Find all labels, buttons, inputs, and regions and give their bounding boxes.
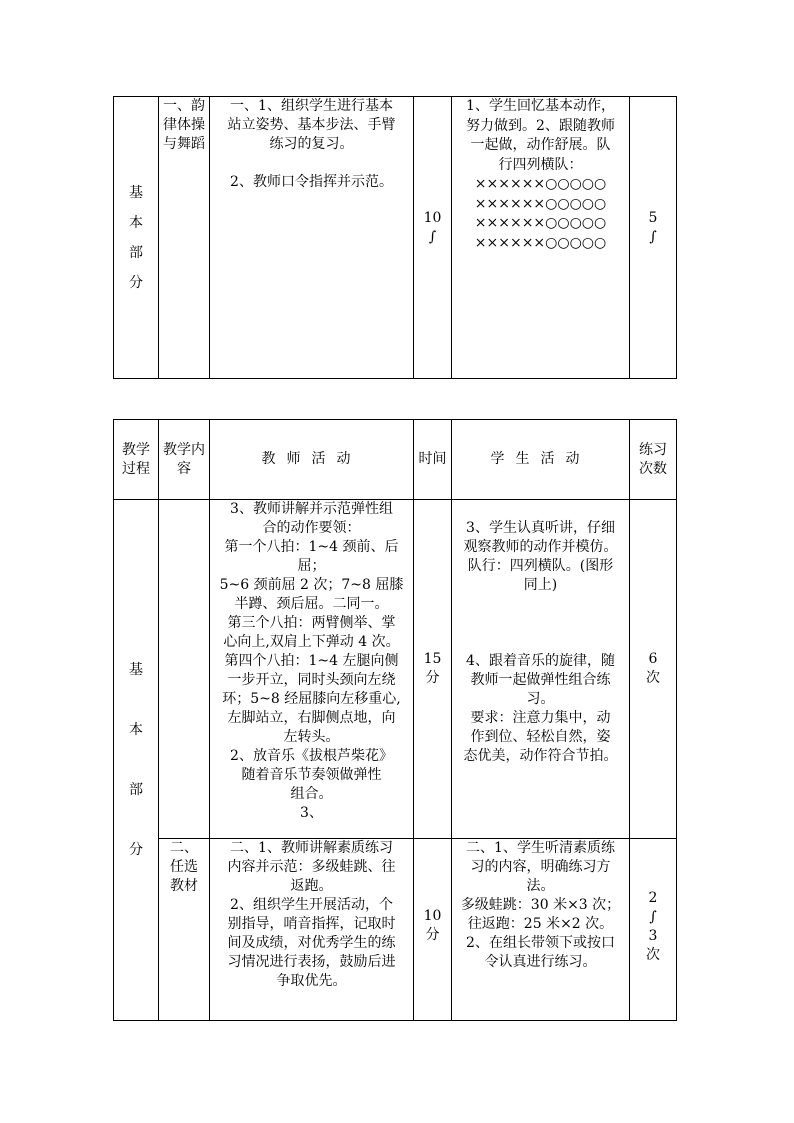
cell-text: 时间 (418, 451, 447, 467)
teacher-activity-cell (210, 500, 414, 839)
cell-line (456, 633, 625, 652)
lesson-table-2 (113, 419, 677, 1021)
cell-line: 分 (425, 927, 440, 943)
cell-line: 3、学生认真听讲，仔细 (466, 520, 615, 536)
cell-line: 内容并示范：多级蛙跳、往 (227, 859, 396, 875)
cell-line: 队行：四列横队。(图形 (467, 558, 614, 574)
cell-line: 2、教师口令指挥并示范。 (230, 174, 393, 190)
cell-line: ××××××○○○○○ (474, 215, 607, 231)
cell-line: 站立姿势、基本步法、手臂 (227, 117, 396, 133)
cell-line: ∫ (428, 229, 437, 245)
count-cell (630, 500, 677, 839)
process-cell (114, 500, 159, 1021)
header-teacher (210, 420, 414, 500)
cell-line: ××××××○○○○○ (474, 234, 607, 251)
cell-line: 10 (423, 210, 442, 226)
content-cell (159, 500, 210, 839)
cell-line: 组合。 (290, 786, 333, 802)
cell-line: 态优美，动作符合节拍。 (463, 748, 618, 764)
cell-line: 左脚站立，右脚侧点地，向 (227, 710, 396, 726)
cell-line: 2 (648, 890, 658, 906)
cell-line: 教材 (170, 878, 198, 894)
cell-line: 多级蛙跳：30 米×3 次； (460, 897, 621, 913)
cell-line: 习的内容，明确练习方 (470, 859, 611, 875)
cell-line: 行四列横队： (498, 156, 583, 173)
cell-line: 次 (646, 670, 660, 686)
cell-line: 分 (425, 670, 440, 686)
cell-text: 基 本 部 分 (129, 184, 143, 291)
cell-text: 教学过程 (122, 441, 150, 477)
cell-line: 左转头。 (283, 729, 340, 745)
cell-line (456, 500, 625, 519)
cell-line: ∫ (649, 909, 657, 925)
cell-line: 2、组织学生开展活动，个 (230, 897, 393, 913)
cell-line: ∫ (649, 229, 657, 245)
cell-line: 第四个八拍：1~4 左腿向侧 (224, 653, 399, 669)
cell-line: 一起做，动作舒展。队 (470, 137, 611, 153)
cell-text: 学生活动 (490, 451, 591, 467)
content-cell (159, 97, 210, 379)
cell-line: 教师一起做弹性组合练 (470, 672, 611, 688)
count-cell (630, 97, 677, 379)
student-activity-cell (452, 97, 630, 379)
cell-line: 3 (648, 928, 658, 944)
cell-line (456, 614, 625, 633)
cell-line: 二、1、教师讲解素质练习 (230, 840, 393, 856)
header-count (630, 420, 677, 500)
cell-line: 3、教师讲解并示范弹性组 (230, 501, 393, 517)
teacher-activity-cell (210, 97, 414, 379)
cell-line: 要求：注意力集中，动 (470, 710, 611, 726)
cell-line: 习情况进行表扬，鼓励后进 (227, 954, 396, 970)
cell-line: 二、1、学生听清素质练 (466, 840, 615, 856)
cell-line: 法。 (526, 878, 555, 894)
cell-line: 5 (648, 210, 658, 226)
header-time (414, 420, 452, 500)
cell-line: 4、跟着音乐的旋律，随 (466, 653, 615, 669)
cell-line: 返跑。 (290, 878, 333, 894)
cell-line: 6 (648, 651, 658, 667)
cell-text: 一、韵律体操与舞蹈 (163, 98, 205, 152)
cell-line: 习。 (526, 691, 555, 707)
cell-line: 别指导，哨音指挥，记取时 (227, 916, 396, 932)
cell-line: 第一个八拍：1~4 颈前、后 (224, 539, 399, 555)
teacher-activity-cell (210, 839, 414, 1021)
student-activity-cell (452, 839, 630, 1021)
student-activity-cell (452, 500, 630, 839)
cell-line: 随着音乐节奏领做弹性 (241, 767, 382, 783)
cell-text: 基 本 部 分 (129, 662, 143, 858)
cell-line: 合的动作要领： (262, 520, 361, 536)
time-cell (414, 839, 452, 1021)
cell-line: 一步开立，同时头颈向左绕 (227, 672, 396, 688)
cell-line: 次 (646, 947, 660, 963)
process-cell (114, 97, 159, 379)
cell-line: 2、在组长带领下或按口 (466, 935, 615, 951)
cell-line: 二、 (170, 840, 198, 856)
cell-line: 1、学生回忆基本动作， (466, 98, 615, 114)
header-process (114, 420, 159, 500)
cell-line: 2、放音乐《拔根芦柴花》 (230, 748, 393, 764)
cell-line: 练习的复习。 (269, 136, 354, 152)
cell-line: 一、1、组织学生进行基本 (230, 98, 393, 114)
cell-text: 教学内容 (163, 441, 205, 477)
count-cell (630, 839, 677, 1021)
cell-line: 往返跑：25 米×2 次。 (467, 916, 614, 932)
cell-text: 教师活动 (261, 451, 362, 467)
cell-line: 半蹲、颈后屈。二同一。 (234, 596, 389, 612)
cell-line: 令认真进行练习。 (484, 954, 597, 970)
cell-line: 任选 (170, 859, 198, 875)
time-cell (414, 500, 452, 839)
time-cell (414, 97, 452, 379)
cell-text: 练习次数 (639, 441, 667, 477)
content-cell (159, 839, 210, 1021)
cell-line: 15 (423, 651, 442, 667)
cell-line (214, 154, 409, 173)
cell-line: 观察教师的动作并模仿。 (463, 539, 618, 555)
cell-line: 屈； (297, 558, 326, 574)
cell-line: 努力做到。2、跟随教师 (466, 117, 615, 134)
lesson-table-1 (113, 96, 677, 379)
cell-line: 同上) (523, 577, 558, 593)
cell-line: 心向上,双肩上下弹动 4 次。 (223, 634, 400, 650)
cell-line: 作到位、轻松自然，姿 (470, 729, 611, 745)
cell-line (456, 595, 625, 614)
cell-line: 间及成绩，对优秀学生的练 (227, 935, 396, 951)
header-student (452, 420, 630, 500)
cell-line: 争取优先。 (276, 973, 347, 989)
cell-line: 3、 (300, 805, 323, 821)
cell-line: 5~6 颈前屈 2 次；7~8 屈膝 (219, 577, 404, 593)
cell-line: ××××××○○○○○ (474, 195, 607, 212)
header-content (159, 420, 210, 500)
cell-line: 环；5~8 经屈膝向左移重心, (222, 691, 401, 707)
cell-line: ××××××○○○○○ (474, 176, 607, 192)
cell-line: 第三个八拍：两臂侧举、掌 (227, 615, 396, 631)
cell-line: 10 (423, 908, 442, 924)
